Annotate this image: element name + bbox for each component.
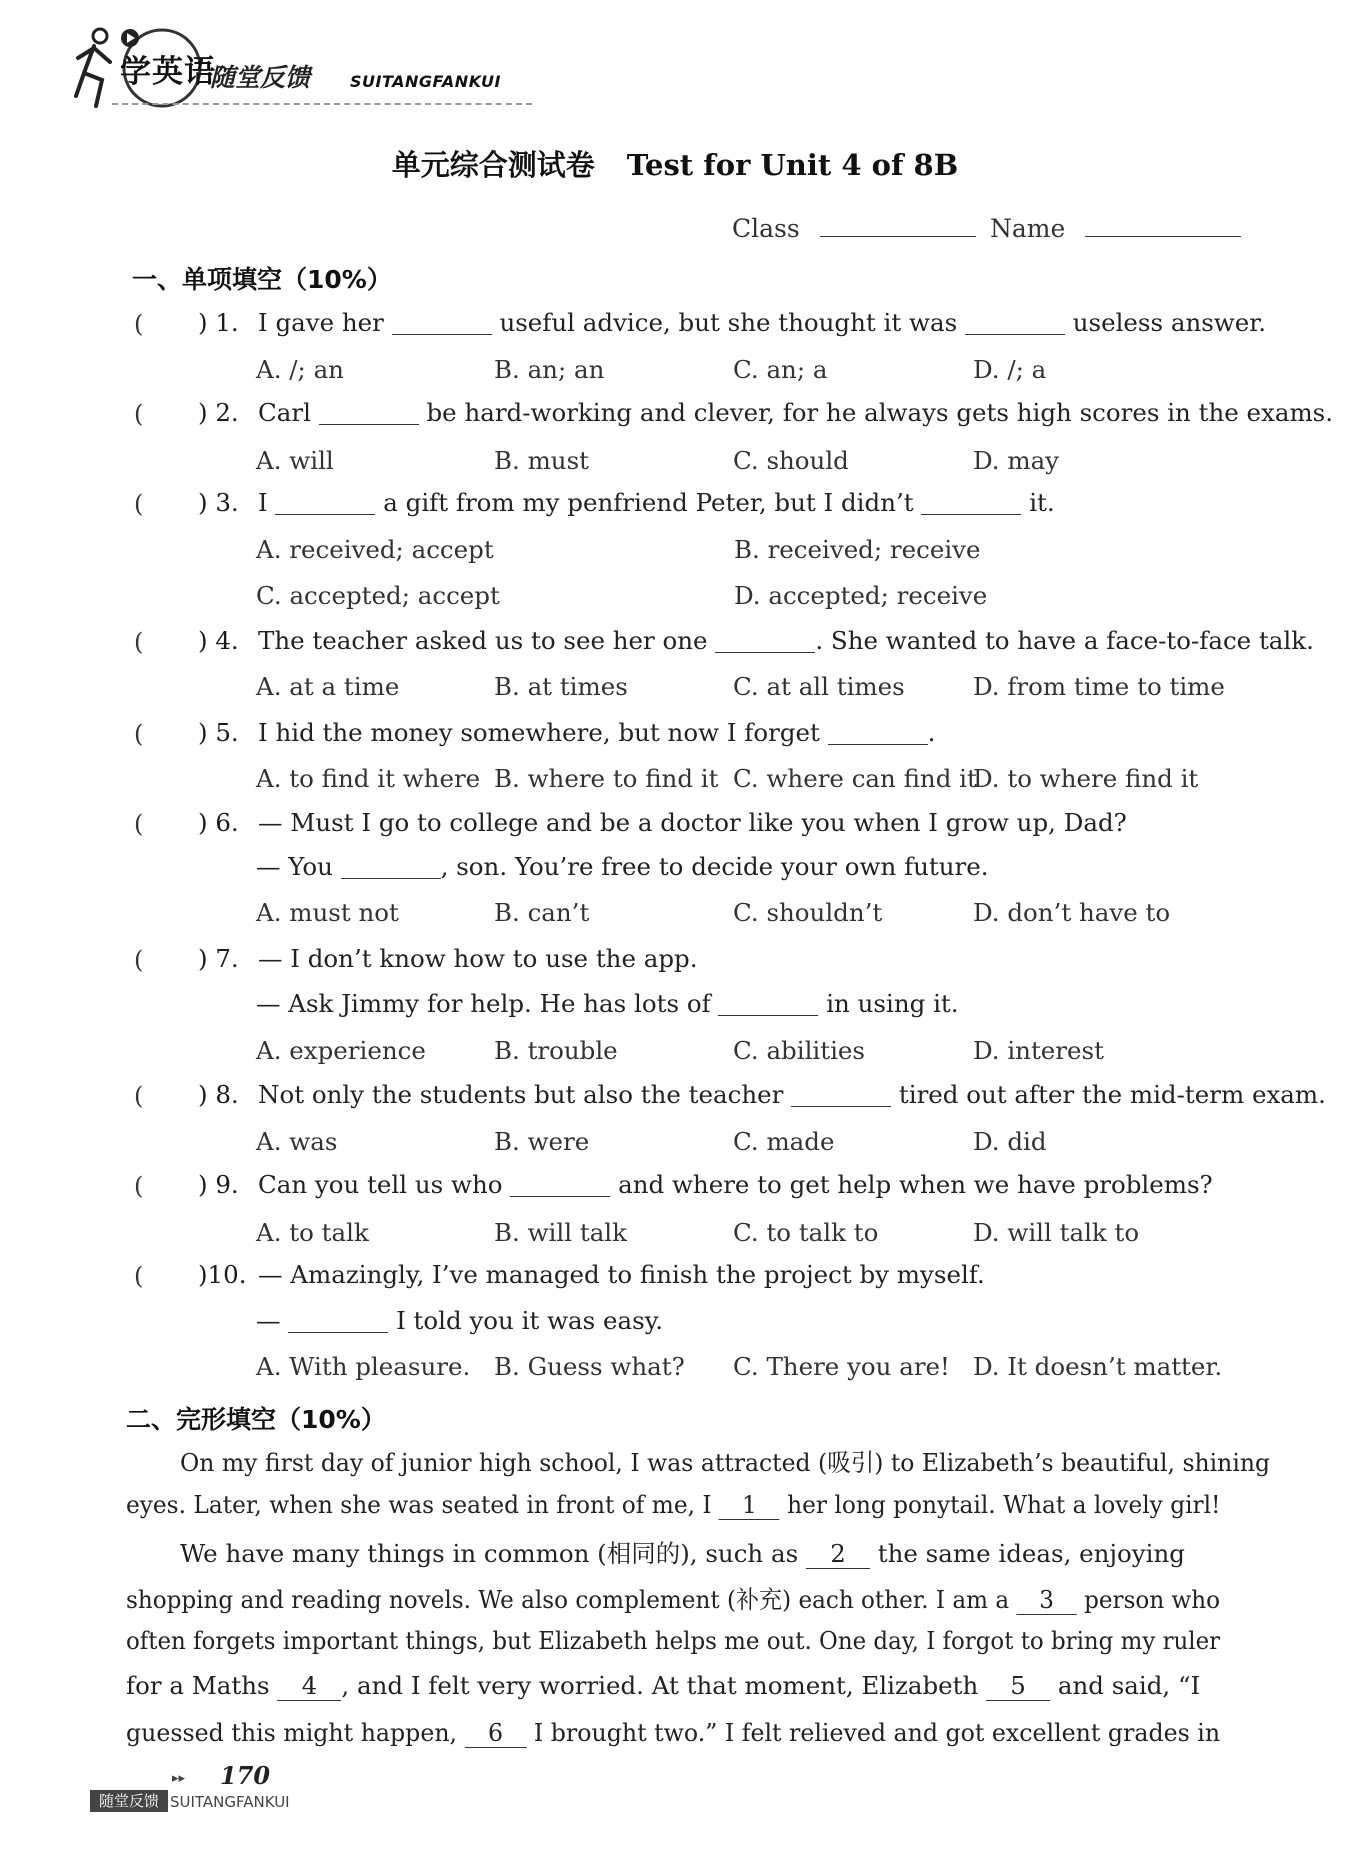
passage-segment: I brought two.” I felt relieved and got excellent grades in bbox=[526, 1718, 1221, 1747]
option-a[interactable]: A. to find it where bbox=[256, 764, 481, 793]
passage-segment: for a Maths bbox=[126, 1671, 278, 1700]
answer-bracket-open[interactable]: ( bbox=[134, 400, 144, 428]
cloze-blank-4[interactable]: 4 bbox=[277, 1671, 341, 1701]
passage-text bbox=[126, 1490, 1220, 1520]
question-stem bbox=[258, 1260, 985, 1289]
stem-text: — Must I go to college and be a doctor like you when I grow up, Dad? bbox=[258, 808, 1127, 837]
answer-bracket-open[interactable]: ( bbox=[134, 490, 144, 518]
question-stem bbox=[256, 1306, 663, 1335]
passage-text bbox=[126, 1626, 1220, 1655]
option-c[interactable]: C. at all times bbox=[733, 672, 905, 701]
footer-label-en: SUITANGFANKUI bbox=[170, 1793, 290, 1811]
passage-line bbox=[126, 1581, 1220, 1616]
stem-text: — Amazingly, I’ve managed to finish the project by myself. bbox=[258, 1260, 985, 1289]
passage-text bbox=[180, 1444, 1270, 1479]
option-d[interactable]: D. from time to time bbox=[973, 672, 1225, 701]
stem-text: a gift from my penfriend Peter, but I didn’t bbox=[375, 488, 922, 517]
stem-text: I bbox=[258, 488, 276, 517]
passage-line bbox=[180, 1535, 1220, 1570]
passage-segment: , and I felt very worried. At that moment, Elizabeth bbox=[341, 1671, 987, 1700]
stem-text: — I don’t know how to use the app. bbox=[258, 944, 698, 973]
answer-blank[interactable] bbox=[718, 991, 818, 1017]
option-a[interactable]: A. /; an bbox=[256, 355, 344, 384]
answer-blank[interactable] bbox=[341, 854, 441, 880]
option-b[interactable]: B. received; receive bbox=[734, 535, 981, 564]
answer-blank[interactable] bbox=[288, 1308, 388, 1334]
stem-text: — Ask Jimmy for help. He has lots of bbox=[256, 989, 719, 1018]
answer-bracket-open[interactable]: ( bbox=[134, 310, 144, 338]
answer-blank[interactable] bbox=[791, 1082, 891, 1108]
answer-blank[interactable] bbox=[392, 310, 492, 336]
answer-blank[interactable] bbox=[921, 490, 1021, 516]
section1-heading: 一、单项填空（10%） bbox=[132, 265, 392, 294]
stem-text: I gave her bbox=[258, 308, 392, 337]
footer-label-cn: 随堂反馈 bbox=[90, 1790, 168, 1812]
question-stem bbox=[256, 989, 959, 1018]
class-label: Class bbox=[732, 214, 800, 243]
question-stem bbox=[258, 944, 698, 973]
question-stem bbox=[258, 488, 1055, 517]
cloze-blank-3[interactable]: 3 bbox=[1016, 1585, 1076, 1615]
passage-line bbox=[126, 1671, 1220, 1701]
answer-blank[interactable] bbox=[275, 490, 375, 516]
option-d[interactable]: D. to where find it bbox=[973, 764, 1199, 793]
option-b[interactable]: B. can’t bbox=[494, 898, 590, 927]
answer-bracket-open[interactable]: ( bbox=[134, 946, 144, 974]
question-stem bbox=[258, 308, 1266, 337]
option-b[interactable]: B. at times bbox=[494, 672, 628, 701]
header-logo bbox=[72, 18, 552, 113]
question-stem bbox=[258, 1080, 1326, 1109]
option-d[interactable]: D. interest bbox=[973, 1036, 1104, 1065]
stem-text: Not only the students but also the teacher bbox=[258, 1080, 792, 1109]
question-stem bbox=[258, 808, 1127, 837]
answer-bracket-open[interactable]: ( bbox=[134, 810, 144, 838]
option-d[interactable]: D. don’t have to bbox=[973, 898, 1171, 927]
answer-blank[interactable] bbox=[965, 310, 1065, 336]
question-number: ) 8. bbox=[198, 1080, 239, 1109]
passage-text bbox=[126, 1581, 1220, 1616]
logo-subtitle-cn: 随堂反馈 bbox=[210, 63, 311, 92]
answer-blank[interactable] bbox=[715, 628, 815, 654]
stem-text: and where to get help when we have problems? bbox=[610, 1170, 1213, 1199]
option-d[interactable]: D. accepted; receive bbox=[734, 581, 988, 610]
stem-text: I told you it was easy. bbox=[388, 1306, 664, 1335]
stem-text: . bbox=[927, 718, 936, 747]
name-field bbox=[990, 214, 1241, 243]
answer-bracket-open[interactable]: ( bbox=[134, 1262, 144, 1290]
option-c[interactable]: C. an; a bbox=[733, 355, 828, 384]
answer-blank[interactable] bbox=[510, 1172, 610, 1198]
name-label: Name bbox=[990, 214, 1066, 243]
option-b[interactable]: B. must bbox=[494, 446, 590, 475]
option-b[interactable]: B. trouble bbox=[494, 1036, 618, 1065]
section2-heading: 二、完形填空（10%） bbox=[126, 1405, 386, 1434]
stem-text: it. bbox=[1021, 488, 1055, 517]
passage-line bbox=[126, 1626, 1220, 1655]
option-d[interactable]: D. did bbox=[973, 1127, 1047, 1156]
question-stem bbox=[258, 1170, 1213, 1199]
stem-text: in using it. bbox=[818, 989, 959, 1018]
option-a[interactable]: A. must not bbox=[256, 898, 399, 927]
answer-blank[interactable] bbox=[828, 720, 928, 746]
option-c[interactable]: C. accepted; accept bbox=[256, 581, 500, 610]
class-blank[interactable] bbox=[820, 236, 976, 237]
option-a[interactable]: A. received; accept bbox=[256, 535, 494, 564]
passage-text bbox=[126, 1671, 1200, 1701]
cloze-blank-1[interactable]: 1 bbox=[719, 1490, 780, 1520]
passage-segment: the same ideas, enjoying bbox=[869, 1539, 1185, 1568]
question-number: )10. bbox=[198, 1260, 247, 1289]
class-field bbox=[732, 214, 976, 243]
option-c[interactable]: C. to talk to bbox=[733, 1218, 879, 1247]
stem-text: Carl bbox=[258, 398, 319, 427]
option-a[interactable]: A. With pleasure. bbox=[256, 1352, 471, 1381]
passage-segment: On my first day of junior high school, I was attracted (吸引) to Elizabeth’s beautiful, shining bbox=[180, 1448, 1271, 1477]
option-b[interactable]: B. will talk bbox=[494, 1218, 627, 1247]
option-c[interactable]: C. shouldn’t bbox=[733, 898, 883, 927]
answer-bracket-open[interactable]: ( bbox=[134, 628, 144, 656]
header-divider bbox=[112, 103, 532, 105]
question-number: ) 7. bbox=[198, 944, 239, 973]
passage-segment: guessed this might happen, bbox=[126, 1718, 465, 1747]
option-b[interactable]: B. were bbox=[494, 1127, 590, 1156]
footer-arrows-icon: ▸▸ bbox=[172, 1771, 186, 1786]
stem-text: Can you tell us who bbox=[258, 1170, 511, 1199]
title-cn: 单元综合测试卷 bbox=[391, 148, 595, 182]
option-d[interactable]: D. /; a bbox=[973, 355, 1047, 384]
passage-segment: and said, “I bbox=[1050, 1671, 1201, 1700]
stem-text: . She wanted to have a face-to-face talk. bbox=[815, 626, 1314, 655]
question-number: ) 6. bbox=[198, 808, 239, 837]
passage-line bbox=[180, 1444, 1270, 1479]
option-c[interactable]: C. There you are! bbox=[733, 1352, 950, 1381]
logo-subtitle-en: SUITANGFANKUI bbox=[350, 72, 501, 91]
cloze-blank-5[interactable]: 5 bbox=[986, 1671, 1050, 1701]
option-a[interactable]: A. experience bbox=[256, 1036, 426, 1065]
cloze-blank-2[interactable]: 2 bbox=[806, 1539, 870, 1569]
stem-text: tired out after the mid-term exam. bbox=[891, 1080, 1326, 1109]
passage-segment: We have many things in common (相同的), such as bbox=[180, 1539, 806, 1568]
passage-segment: often forgets important things, but Elizabeth helps me out. One day, I forgot to bring my ruler bbox=[126, 1626, 1221, 1655]
passage-segment: her long ponytail. What a lovely girl! bbox=[779, 1490, 1221, 1519]
name-blank[interactable] bbox=[1085, 236, 1241, 237]
option-a[interactable]: A. at a time bbox=[256, 672, 400, 701]
question-stem bbox=[258, 626, 1314, 655]
passage-line bbox=[126, 1490, 1220, 1520]
stem-text: I hid the money somewhere, but now I forget bbox=[258, 718, 828, 747]
option-a[interactable]: A. was bbox=[256, 1127, 338, 1156]
stem-text: be hard-working and clever, for he always gets high scores in the exams. bbox=[418, 398, 1334, 427]
option-d[interactable]: D. It doesn’t matter. bbox=[973, 1352, 1223, 1381]
question-stem bbox=[256, 852, 989, 881]
answer-bracket-open[interactable]: ( bbox=[134, 720, 144, 748]
question-stem bbox=[258, 718, 935, 747]
question-number: ) 2. bbox=[198, 398, 239, 427]
stem-text: — bbox=[256, 1306, 289, 1335]
option-a[interactable]: A. will bbox=[256, 446, 334, 475]
page-number: 170 bbox=[220, 1761, 271, 1790]
option-c[interactable]: C. abilities bbox=[733, 1036, 865, 1065]
option-b[interactable]: B. where to find it bbox=[494, 764, 719, 793]
answer-bracket-open[interactable]: ( bbox=[134, 1082, 144, 1110]
stem-text: useless answer. bbox=[1064, 308, 1267, 337]
question-number: ) 1. bbox=[198, 308, 239, 337]
stem-text: useful advice, but she thought it was bbox=[491, 308, 965, 337]
question-number: ) 9. bbox=[198, 1170, 239, 1199]
stem-text: , son. You’re free to decide your own future. bbox=[440, 852, 989, 881]
answer-bracket-open[interactable]: ( bbox=[134, 1172, 144, 1200]
passage-segment: eyes. Later, when she was seated in front of me, I bbox=[126, 1490, 719, 1519]
option-d[interactable]: D. may bbox=[973, 446, 1060, 475]
stem-text: — You bbox=[256, 852, 341, 881]
option-c[interactable]: C. should bbox=[733, 446, 849, 475]
passage-segment: shopping and reading novels. We also complement (补充) each other. I am a bbox=[126, 1585, 1017, 1614]
cloze-blank-6[interactable]: 6 bbox=[465, 1718, 527, 1748]
option-b[interactable]: B. Guess what? bbox=[494, 1352, 685, 1381]
answer-blank[interactable] bbox=[319, 400, 419, 426]
page-title bbox=[0, 143, 1350, 184]
stem-text: The teacher asked us to see her one bbox=[258, 626, 716, 655]
passage-segment: person who bbox=[1076, 1585, 1221, 1614]
option-b[interactable]: B. an; an bbox=[494, 355, 605, 384]
option-c[interactable]: C. where can find it bbox=[733, 764, 977, 793]
question-number: ) 5. bbox=[198, 718, 239, 747]
question-number: ) 3. bbox=[198, 488, 239, 517]
question-stem bbox=[258, 398, 1333, 427]
passage-text bbox=[126, 1718, 1220, 1748]
passage-text bbox=[180, 1535, 1185, 1570]
question-number: ) 4. bbox=[198, 626, 239, 655]
option-c[interactable]: C. made bbox=[733, 1127, 835, 1156]
logo-title: 学英语 bbox=[120, 54, 216, 90]
option-d[interactable]: D. will talk to bbox=[973, 1218, 1140, 1247]
title-en: Test for Unit 4 of 8B bbox=[626, 148, 959, 182]
option-a[interactable]: A. to talk bbox=[256, 1218, 369, 1247]
passage-line bbox=[126, 1718, 1220, 1748]
